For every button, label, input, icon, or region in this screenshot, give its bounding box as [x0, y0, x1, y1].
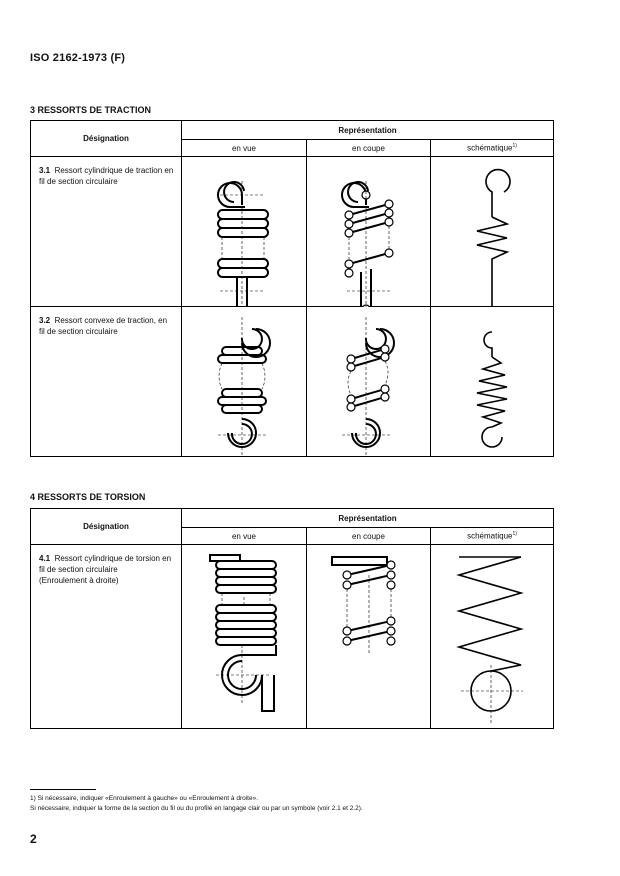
schematique-label: schématique [467, 143, 513, 153]
extension-spring-schematic-drawing [431, 157, 553, 307]
footnote-separator [30, 789, 96, 790]
convex-spring-view-drawing [182, 307, 306, 457]
drawing-3-2-vue [182, 307, 307, 457]
schematique-label: schématique [467, 531, 513, 541]
column-en-coupe [307, 528, 431, 545]
page-number: 2 [30, 832, 37, 846]
drawing-3-1-schematique [431, 157, 554, 307]
column-schematique [431, 140, 554, 157]
footnote-ref: 1) [512, 531, 517, 538]
row-number: 3.2 [39, 316, 51, 325]
section-heading-torsion: 4 RESSORTS DE TORSION [30, 492, 146, 502]
torsion-spring-view-drawing [182, 545, 306, 729]
en-coupe-label: en coupe [352, 531, 385, 541]
row-text: Ressort convexe de traction, en fil de section circulaire [39, 316, 168, 336]
traction-table [30, 120, 554, 457]
row-extra: (Enroulement à droite) [39, 576, 119, 585]
column-en-coupe [307, 140, 431, 157]
drawing-4-1-vue [182, 545, 307, 729]
torsion-table [30, 508, 554, 729]
column-en-vue [182, 528, 307, 545]
drawing-4-1-schematique [431, 545, 554, 729]
convex-spring-section-drawing [307, 307, 430, 457]
en-vue-label: en vue [231, 143, 257, 153]
representation-header: Représentation [182, 509, 554, 528]
drawing-3-1-coupe [307, 157, 431, 307]
row-number: 4.1 [39, 554, 51, 563]
footnote-2: Si nécessaire, indiquer la forme de la section du fil ou du profilé en langage clair ou par un symbole (voir 2.1 et 2.2). [30, 805, 363, 812]
row-text: Ressort cylindrique de torsion en fil de section circulaire [39, 554, 172, 574]
section-heading-traction: 3 RESSORTS DE TRACTION [30, 105, 152, 115]
en-coupe-label: en coupe [352, 143, 385, 153]
designation-header: Désignation [31, 121, 182, 157]
designation-4-1 [31, 545, 182, 729]
drawing-3-2-coupe [307, 307, 431, 457]
column-schematique [431, 528, 554, 545]
representation-header: Représentation [182, 121, 554, 140]
footnote-1: 1) Si nécessaire, indiquer «Enroulement à gauche» ou «Enroulement à droite». [30, 795, 259, 802]
designation-3-2 [31, 307, 182, 457]
designation-header: Désignation [31, 509, 182, 545]
extension-spring-section-drawing [307, 157, 430, 307]
torsion-spring-schematic-drawing [431, 545, 553, 729]
extension-spring-view-drawing [182, 157, 306, 307]
en-vue-label: en vue [231, 531, 257, 541]
page-header: ISO 2162-1973 (F) [30, 52, 126, 64]
row-number: 3.1 [39, 166, 51, 175]
drawing-3-1-vue [182, 157, 307, 307]
column-en-vue [182, 140, 307, 157]
convex-spring-schematic-drawing [431, 307, 553, 457]
torsion-spring-section-drawing [307, 545, 430, 729]
designation-3-1 [31, 157, 182, 307]
row-text: Ressort cylindrique de traction en fil de section circulaire [39, 166, 174, 186]
drawing-4-1-coupe [307, 545, 431, 729]
footnote-ref: 1) [512, 143, 517, 150]
drawing-3-2-schematique [431, 307, 554, 457]
